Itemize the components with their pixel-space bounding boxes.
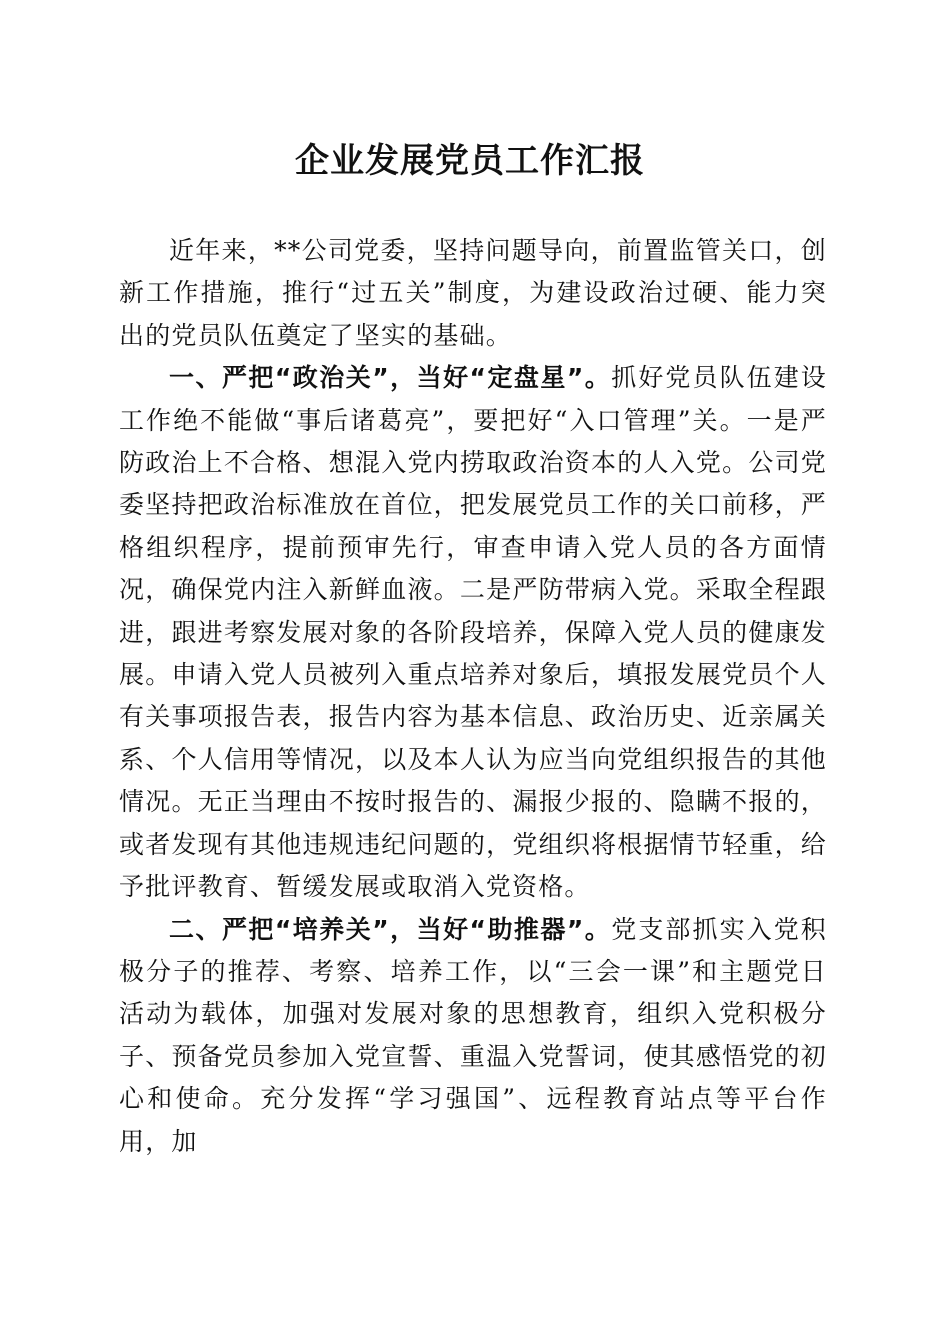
section-paragraph-1 [119,357,827,908]
section-heading-2: 二、严把“培养关”，当好“助推器”。 [169,914,612,944]
section-paragraph-2 [119,909,827,1163]
section-text-1: 抓好党员队伍建设工作绝不能做“事后诸葛亮”，要把好“入口管理”关。一是严防政治上不合格、想混入党内捞取政治资本的人入党。公司党委坚持把政治标准放在首位，把发展党员工作的关口前移，严格组织程序，提前预审先行，审查申请入党人员的各方面情况，确保党内注入新鲜血液。二是严防带病入党。采取全程跟进，跟进考察发展对象的各阶段培养，保障入党人员的健康发展。申请入党人员被列入重点培养对象后，填报发展党员个人有关事项报告表，报告内容为基本信息、政治历史、近亲属关系、个人信用等情况，以及本人认为应当向党组织报告的其他情况。无正当理由不按时报告的、漏报少报的、隐瞒不报的，或者发现有其他违规违纪问题的，党组织将根据情节轻重，给予批评教育、暂缓发展或取消入党资格。 [119,363,827,902]
intro-paragraph: 近年来，**公司党委，坚持问题导向，前置监管关口，创新工作措施，推行“过五关”制度，为建设政治过硬、能力突出的党员队伍奠定了坚实的基础。 [119,236,827,350]
document-body [119,230,827,1163]
section-heading-1: 一、严把“政治关”，当好“定盘星”。 [169,363,612,393]
document-title: 企业发展党员工作汇报 [295,141,645,181]
section-text-2: 党支部抓实入党积极分子的推荐、考察、培养工作，以“三会一课”和主题党日活动为载体，加强对发展对象的思想教育，组织入党积极分子、预备党员参加入党宣誓、重温入党誓词，使其感悟党的初心和使命。充分发挥“学习强国”、远程教育站点等平台作用，加 [119,914,827,1156]
